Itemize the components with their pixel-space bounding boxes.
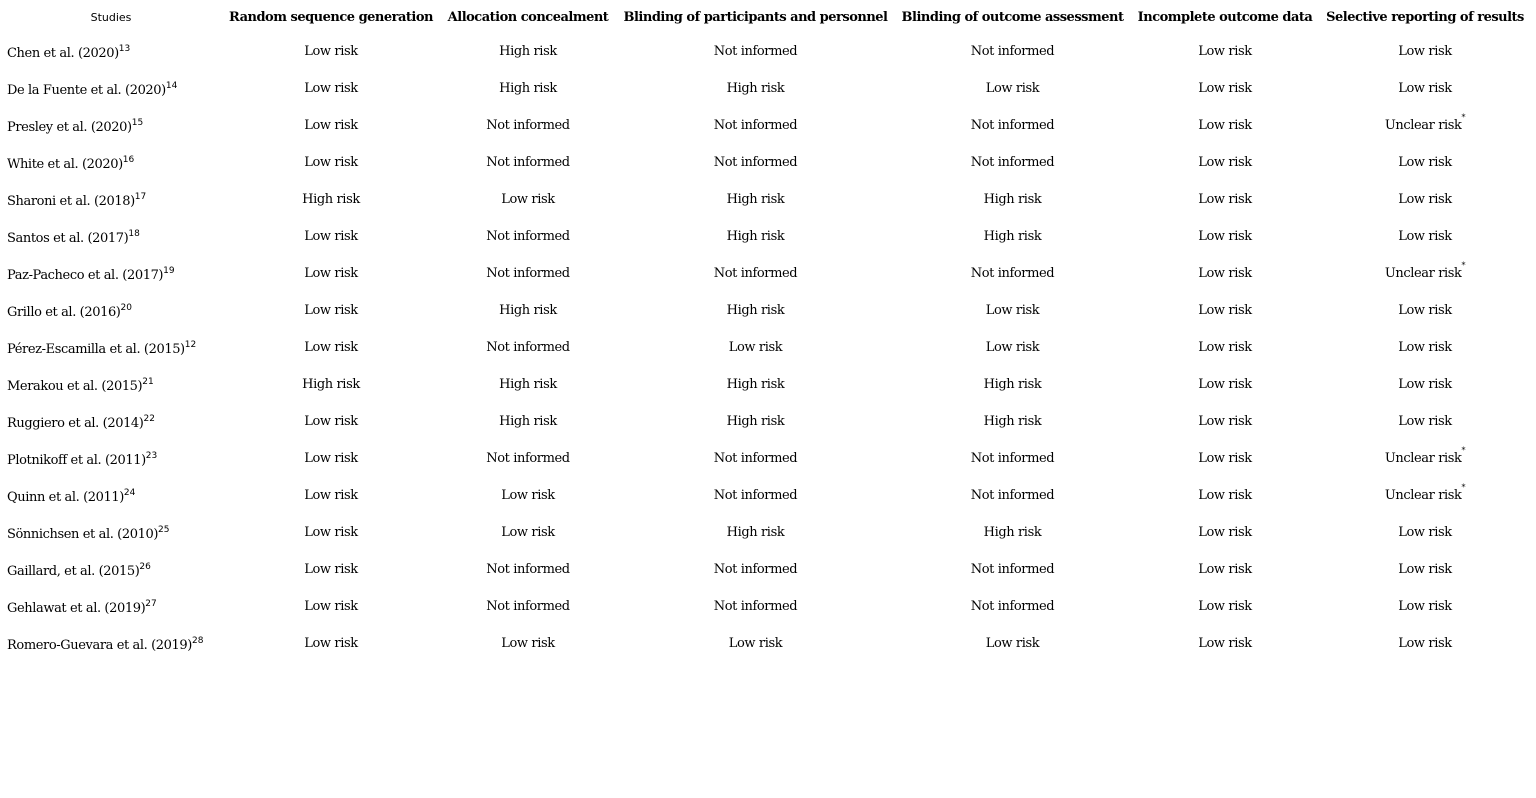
risk-cell <box>444 180 612 217</box>
risk-value: High risk <box>983 228 1042 244</box>
risk-value: Not informed <box>486 154 570 170</box>
risk-cell <box>1126 513 1324 550</box>
risk-value: Low risk <box>1198 43 1252 59</box>
risk-value: Low risk <box>304 524 358 540</box>
risk-cell <box>612 106 899 143</box>
column-header-selective-reporting: Selective reporting of results <box>1326 9 1524 25</box>
study-cell <box>4 217 218 254</box>
study-cell <box>4 550 218 587</box>
risk-cell <box>1324 254 1526 291</box>
risk-value: Unclear risk <box>1384 117 1462 133</box>
risk-cell <box>899 291 1126 328</box>
study-cell <box>4 439 218 476</box>
risk-value: Low risk <box>304 302 358 318</box>
risk-value: Low risk <box>985 339 1040 355</box>
risk-cell <box>899 328 1126 365</box>
study-name: Grillo et al. (2016) <box>7 305 121 320</box>
risk-cell <box>1324 624 1526 661</box>
risk-value: Low risk <box>1198 117 1252 133</box>
header-row <box>4 2 1526 32</box>
risk-value: Low risk <box>304 265 358 281</box>
column-header-blinding-outcome: Blinding of outcome assessment <box>901 9 1124 25</box>
risk-value: Low risk <box>304 635 358 651</box>
study-name: De la Fuente et al. (2020) <box>7 83 166 98</box>
column-header-incomplete-data: Incomplete outcome data <box>1137 9 1313 25</box>
risk-cell <box>1126 106 1324 143</box>
risk-cell <box>218 32 444 69</box>
risk-value: Low risk <box>1198 191 1252 207</box>
risk-cell <box>444 513 612 550</box>
risk-cell <box>1324 550 1526 587</box>
risk-value: High risk <box>983 524 1042 540</box>
reference-number: 20 <box>120 303 132 313</box>
table-row <box>4 624 1526 661</box>
risk-cell <box>218 550 444 587</box>
risk-value: Low risk <box>728 339 783 355</box>
risk-value: High risk <box>499 302 557 318</box>
risk-cell <box>1324 513 1526 550</box>
risk-value: Low risk <box>1198 487 1252 503</box>
risk-cell <box>218 254 444 291</box>
risk-value: Unclear risk <box>1384 265 1462 281</box>
risk-value: Low risk <box>1198 228 1252 244</box>
reference-number: 17 <box>134 192 147 202</box>
risk-value: High risk <box>726 302 785 318</box>
risk-value: Not informed <box>970 117 1055 133</box>
risk-value: Low risk <box>1398 228 1452 244</box>
risk-value: Not informed <box>713 598 798 614</box>
risk-cell <box>899 439 1126 476</box>
footnote-asterisk: * <box>1461 260 1466 270</box>
risk-value: Low risk <box>1398 154 1452 170</box>
column-header-blinding-participants: Blinding of participants and personnel <box>623 9 888 25</box>
risk-cell <box>218 402 444 439</box>
risk-value: Low risk <box>1198 524 1252 540</box>
study-cell <box>4 624 218 661</box>
risk-cell <box>444 476 612 513</box>
reference-number: 24 <box>123 488 136 498</box>
risk-value: High risk <box>726 413 785 429</box>
risk-cell <box>444 439 612 476</box>
risk-value: Low risk <box>1198 154 1252 170</box>
risk-value: Low risk <box>304 339 358 355</box>
risk-value: Not informed <box>713 450 798 466</box>
risk-cell <box>899 180 1126 217</box>
reference-number: 12 <box>184 340 197 350</box>
risk-value: Low risk <box>304 450 358 466</box>
risk-value: Not informed <box>713 43 798 59</box>
risk-value: Not informed <box>713 487 798 503</box>
risk-cell <box>218 587 444 624</box>
risk-cell <box>1324 180 1526 217</box>
risk-value: Not informed <box>486 228 570 244</box>
risk-cell <box>612 32 899 69</box>
study-name: Gaillard, et al. (2015) <box>7 564 140 579</box>
risk-cell <box>1324 328 1526 365</box>
risk-cell <box>444 402 612 439</box>
reference-number: 23 <box>145 451 158 461</box>
reference-number: 21 <box>142 377 154 387</box>
table-row <box>4 106 1526 143</box>
table-row <box>4 587 1526 624</box>
risk-cell <box>612 328 899 365</box>
risk-value: Low risk <box>1398 598 1452 614</box>
risk-value: High risk <box>983 191 1042 207</box>
risk-cell <box>444 32 612 69</box>
risk-cell <box>899 254 1126 291</box>
reference-number: 14 <box>165 81 178 91</box>
risk-value: Low risk <box>728 635 783 651</box>
risk-cell <box>612 143 899 180</box>
risk-cell <box>444 550 612 587</box>
risk-cell <box>1324 587 1526 624</box>
risk-cell <box>218 143 444 180</box>
risk-cell <box>1324 32 1526 69</box>
table-row <box>4 32 1526 69</box>
table-row <box>4 476 1526 513</box>
footnote-asterisk: * <box>1461 112 1466 122</box>
study-cell <box>4 328 218 365</box>
risk-cell <box>1126 365 1324 402</box>
reference-number: 18 <box>128 229 140 239</box>
risk-cell <box>612 587 899 624</box>
study-cell <box>4 291 218 328</box>
risk-value: Not informed <box>970 154 1055 170</box>
risk-cell <box>899 106 1126 143</box>
risk-value: High risk <box>726 376 785 392</box>
risk-cell <box>899 550 1126 587</box>
study-name: Chen et al. (2020) <box>7 46 119 61</box>
risk-value: High risk <box>499 43 557 59</box>
risk-cell <box>218 328 444 365</box>
risk-value: Low risk <box>1198 80 1252 96</box>
risk-value: Low risk <box>501 487 555 503</box>
table-row <box>4 217 1526 254</box>
study-name: Quinn et al. (2011) <box>7 490 124 505</box>
risk-cell <box>444 217 612 254</box>
risk-value: Not informed <box>970 561 1055 577</box>
table-row <box>4 513 1526 550</box>
reference-number: 19 <box>163 266 175 276</box>
risk-value: High risk <box>726 524 785 540</box>
study-name: Sharoni et al. (2018) <box>7 194 135 209</box>
column-header-studies: Studies <box>90 10 132 24</box>
risk-value: Low risk <box>304 80 358 96</box>
risk-cell <box>612 402 899 439</box>
risk-cell <box>444 254 612 291</box>
column-header-allocation-concealment: Allocation concealment <box>447 9 609 25</box>
risk-value: High risk <box>499 376 557 392</box>
study-name: Sönnichsen et al. (2010) <box>7 527 159 542</box>
study-cell <box>4 402 218 439</box>
risk-cell <box>218 624 444 661</box>
risk-cell <box>1126 217 1324 254</box>
risk-value: Not informed <box>713 265 798 281</box>
risk-value: Unclear risk <box>1384 450 1462 466</box>
risk-cell <box>218 180 444 217</box>
risk-cell <box>1126 328 1324 365</box>
risk-cell <box>1324 476 1526 513</box>
risk-value: Low risk <box>1398 635 1452 651</box>
risk-cell <box>1126 587 1324 624</box>
risk-value: Low risk <box>1198 413 1252 429</box>
risk-cell <box>218 291 444 328</box>
study-cell <box>4 69 218 106</box>
study-cell <box>4 143 218 180</box>
risk-value: Low risk <box>1398 413 1452 429</box>
risk-value: Unclear risk <box>1384 487 1462 503</box>
table-row <box>4 550 1526 587</box>
study-cell <box>4 254 218 291</box>
risk-cell <box>1324 291 1526 328</box>
risk-cell <box>444 143 612 180</box>
study-cell <box>4 513 218 550</box>
risk-cell <box>218 513 444 550</box>
risk-value: High risk <box>499 80 557 96</box>
table-row <box>4 402 1526 439</box>
study-cell <box>4 476 218 513</box>
risk-cell <box>444 69 612 106</box>
table-row <box>4 143 1526 180</box>
risk-value: Low risk <box>1398 302 1452 318</box>
risk-value: Low risk <box>1198 376 1252 392</box>
risk-cell <box>444 587 612 624</box>
risk-cell <box>612 291 899 328</box>
table-row <box>4 365 1526 402</box>
risk-value: Not informed <box>713 154 798 170</box>
reference-number: 26 <box>139 562 151 572</box>
risk-value: Not informed <box>713 117 798 133</box>
risk-value: Low risk <box>985 302 1040 318</box>
risk-cell <box>612 217 899 254</box>
risk-cell <box>1126 402 1324 439</box>
table-row <box>4 180 1526 217</box>
risk-cell <box>612 180 899 217</box>
risk-value: Low risk <box>501 191 555 207</box>
risk-value: Low risk <box>304 487 358 503</box>
reference-number: 16 <box>122 155 135 165</box>
risk-value: High risk <box>302 191 360 207</box>
risk-value: Low risk <box>1198 561 1252 577</box>
risk-cell <box>1324 69 1526 106</box>
risk-cell <box>899 69 1126 106</box>
risk-value: Low risk <box>1198 339 1252 355</box>
reference-number: 15 <box>131 118 144 128</box>
risk-value: Low risk <box>304 598 358 614</box>
risk-value: High risk <box>983 413 1042 429</box>
risk-cell <box>218 217 444 254</box>
risk-value: Low risk <box>1398 561 1452 577</box>
risk-cell <box>218 439 444 476</box>
table-row <box>4 291 1526 328</box>
risk-cell <box>899 476 1126 513</box>
risk-cell <box>444 624 612 661</box>
study-name: Merakou et al. (2015) <box>7 379 143 394</box>
risk-cell <box>218 365 444 402</box>
risk-cell <box>899 217 1126 254</box>
study-cell <box>4 365 218 402</box>
risk-value: Low risk <box>501 524 555 540</box>
risk-value: Not informed <box>486 450 570 466</box>
risk-cell <box>444 106 612 143</box>
risk-cell <box>1126 550 1324 587</box>
reference-number: 27 <box>145 599 157 609</box>
risk-cell <box>612 624 899 661</box>
risk-cell <box>899 587 1126 624</box>
risk-cell <box>612 513 899 550</box>
risk-value: Not informed <box>486 561 570 577</box>
risk-cell <box>1324 365 1526 402</box>
risk-cell <box>612 550 899 587</box>
risk-value: Low risk <box>304 228 358 244</box>
study-name: Gehlawat et al. (2019) <box>7 601 146 616</box>
risk-cell <box>1126 69 1324 106</box>
table-row <box>4 328 1526 365</box>
reference-number: 25 <box>158 525 170 535</box>
risk-cell <box>1324 143 1526 180</box>
risk-value: Low risk <box>1398 524 1452 540</box>
risk-value: Low risk <box>1198 265 1252 281</box>
risk-value: Low risk <box>501 635 555 651</box>
risk-value: Low risk <box>1398 339 1452 355</box>
risk-value: Not informed <box>486 598 570 614</box>
risk-cell <box>612 365 899 402</box>
risk-of-bias-table <box>4 2 1526 661</box>
risk-value: High risk <box>726 191 785 207</box>
risk-cell <box>899 513 1126 550</box>
risk-cell <box>899 402 1126 439</box>
risk-cell <box>1126 476 1324 513</box>
risk-value: Not informed <box>970 487 1055 503</box>
risk-cell <box>1126 254 1324 291</box>
risk-value: Low risk <box>304 154 358 170</box>
risk-cell <box>1126 439 1324 476</box>
risk-cell <box>218 69 444 106</box>
risk-cell <box>1324 402 1526 439</box>
risk-cell <box>1126 624 1324 661</box>
risk-value: Not informed <box>970 450 1055 466</box>
risk-value: High risk <box>499 413 557 429</box>
study-name: Santos et al. (2017) <box>7 231 129 246</box>
risk-value: Low risk <box>1198 450 1252 466</box>
risk-value: Low risk <box>304 43 358 59</box>
study-name: Pérez-Escamilla et al. (2015) <box>7 342 185 357</box>
study-cell <box>4 587 218 624</box>
risk-cell <box>612 254 899 291</box>
risk-value: Not informed <box>486 265 570 281</box>
risk-value: Low risk <box>1198 598 1252 614</box>
risk-cell <box>1324 106 1526 143</box>
risk-value: Low risk <box>304 561 358 577</box>
study-name: Ruggiero et al. (2014) <box>7 416 144 431</box>
risk-value: Not informed <box>486 339 570 355</box>
risk-value: Not informed <box>713 561 798 577</box>
risk-cell <box>1324 217 1526 254</box>
study-name: Paz-Pacheco et al. (2017) <box>7 268 164 283</box>
study-cell <box>4 106 218 143</box>
risk-value: High risk <box>302 376 360 392</box>
risk-value: Not informed <box>970 43 1055 59</box>
table-row <box>4 69 1526 106</box>
study-name: Plotnikoff et al. (2011) <box>7 453 146 468</box>
risk-value: Not informed <box>486 117 570 133</box>
risk-cell <box>1126 291 1324 328</box>
reference-number: 22 <box>143 414 155 424</box>
column-header-random-sequence-generation: Random sequence generation <box>228 9 433 25</box>
table-body <box>4 32 1526 661</box>
study-name: White et al. (2020) <box>7 157 123 172</box>
risk-cell <box>1126 180 1324 217</box>
risk-cell <box>612 69 899 106</box>
risk-value: Low risk <box>985 635 1040 651</box>
table-row <box>4 439 1526 476</box>
risk-cell <box>899 624 1126 661</box>
risk-value: Low risk <box>304 413 358 429</box>
footnote-asterisk: * <box>1461 445 1466 455</box>
risk-value: Low risk <box>1198 302 1252 318</box>
risk-cell <box>1126 32 1324 69</box>
risk-cell <box>444 365 612 402</box>
table-header <box>4 2 1526 32</box>
risk-cell <box>899 365 1126 402</box>
study-cell <box>4 32 218 69</box>
risk-value: Low risk <box>985 80 1040 96</box>
risk-cell <box>218 106 444 143</box>
study-cell <box>4 180 218 217</box>
risk-value: Not informed <box>970 598 1055 614</box>
risk-cell <box>218 476 444 513</box>
risk-value: Low risk <box>1398 80 1452 96</box>
risk-cell <box>1126 143 1324 180</box>
risk-cell <box>444 291 612 328</box>
risk-value: Low risk <box>304 117 358 133</box>
risk-value: Low risk <box>1398 43 1452 59</box>
risk-value: Not informed <box>970 265 1055 281</box>
risk-cell <box>899 143 1126 180</box>
risk-cell <box>612 476 899 513</box>
reference-number: 28 <box>191 636 204 646</box>
risk-cell <box>899 32 1126 69</box>
risk-cell <box>444 328 612 365</box>
risk-cell <box>612 439 899 476</box>
risk-value: High risk <box>726 80 785 96</box>
study-name: Romero-Guevara et al. (2019) <box>7 638 192 653</box>
risk-value: High risk <box>983 376 1042 392</box>
reference-number: 13 <box>118 44 131 54</box>
table-row <box>4 254 1526 291</box>
study-name: Presley et al. (2020) <box>7 120 132 135</box>
risk-value: High risk <box>726 228 785 244</box>
risk-value: Low risk <box>1398 191 1452 207</box>
footnote-asterisk: * <box>1461 482 1466 492</box>
risk-value: Low risk <box>1398 376 1452 392</box>
risk-cell <box>1324 439 1526 476</box>
risk-value: Low risk <box>1198 635 1252 651</box>
